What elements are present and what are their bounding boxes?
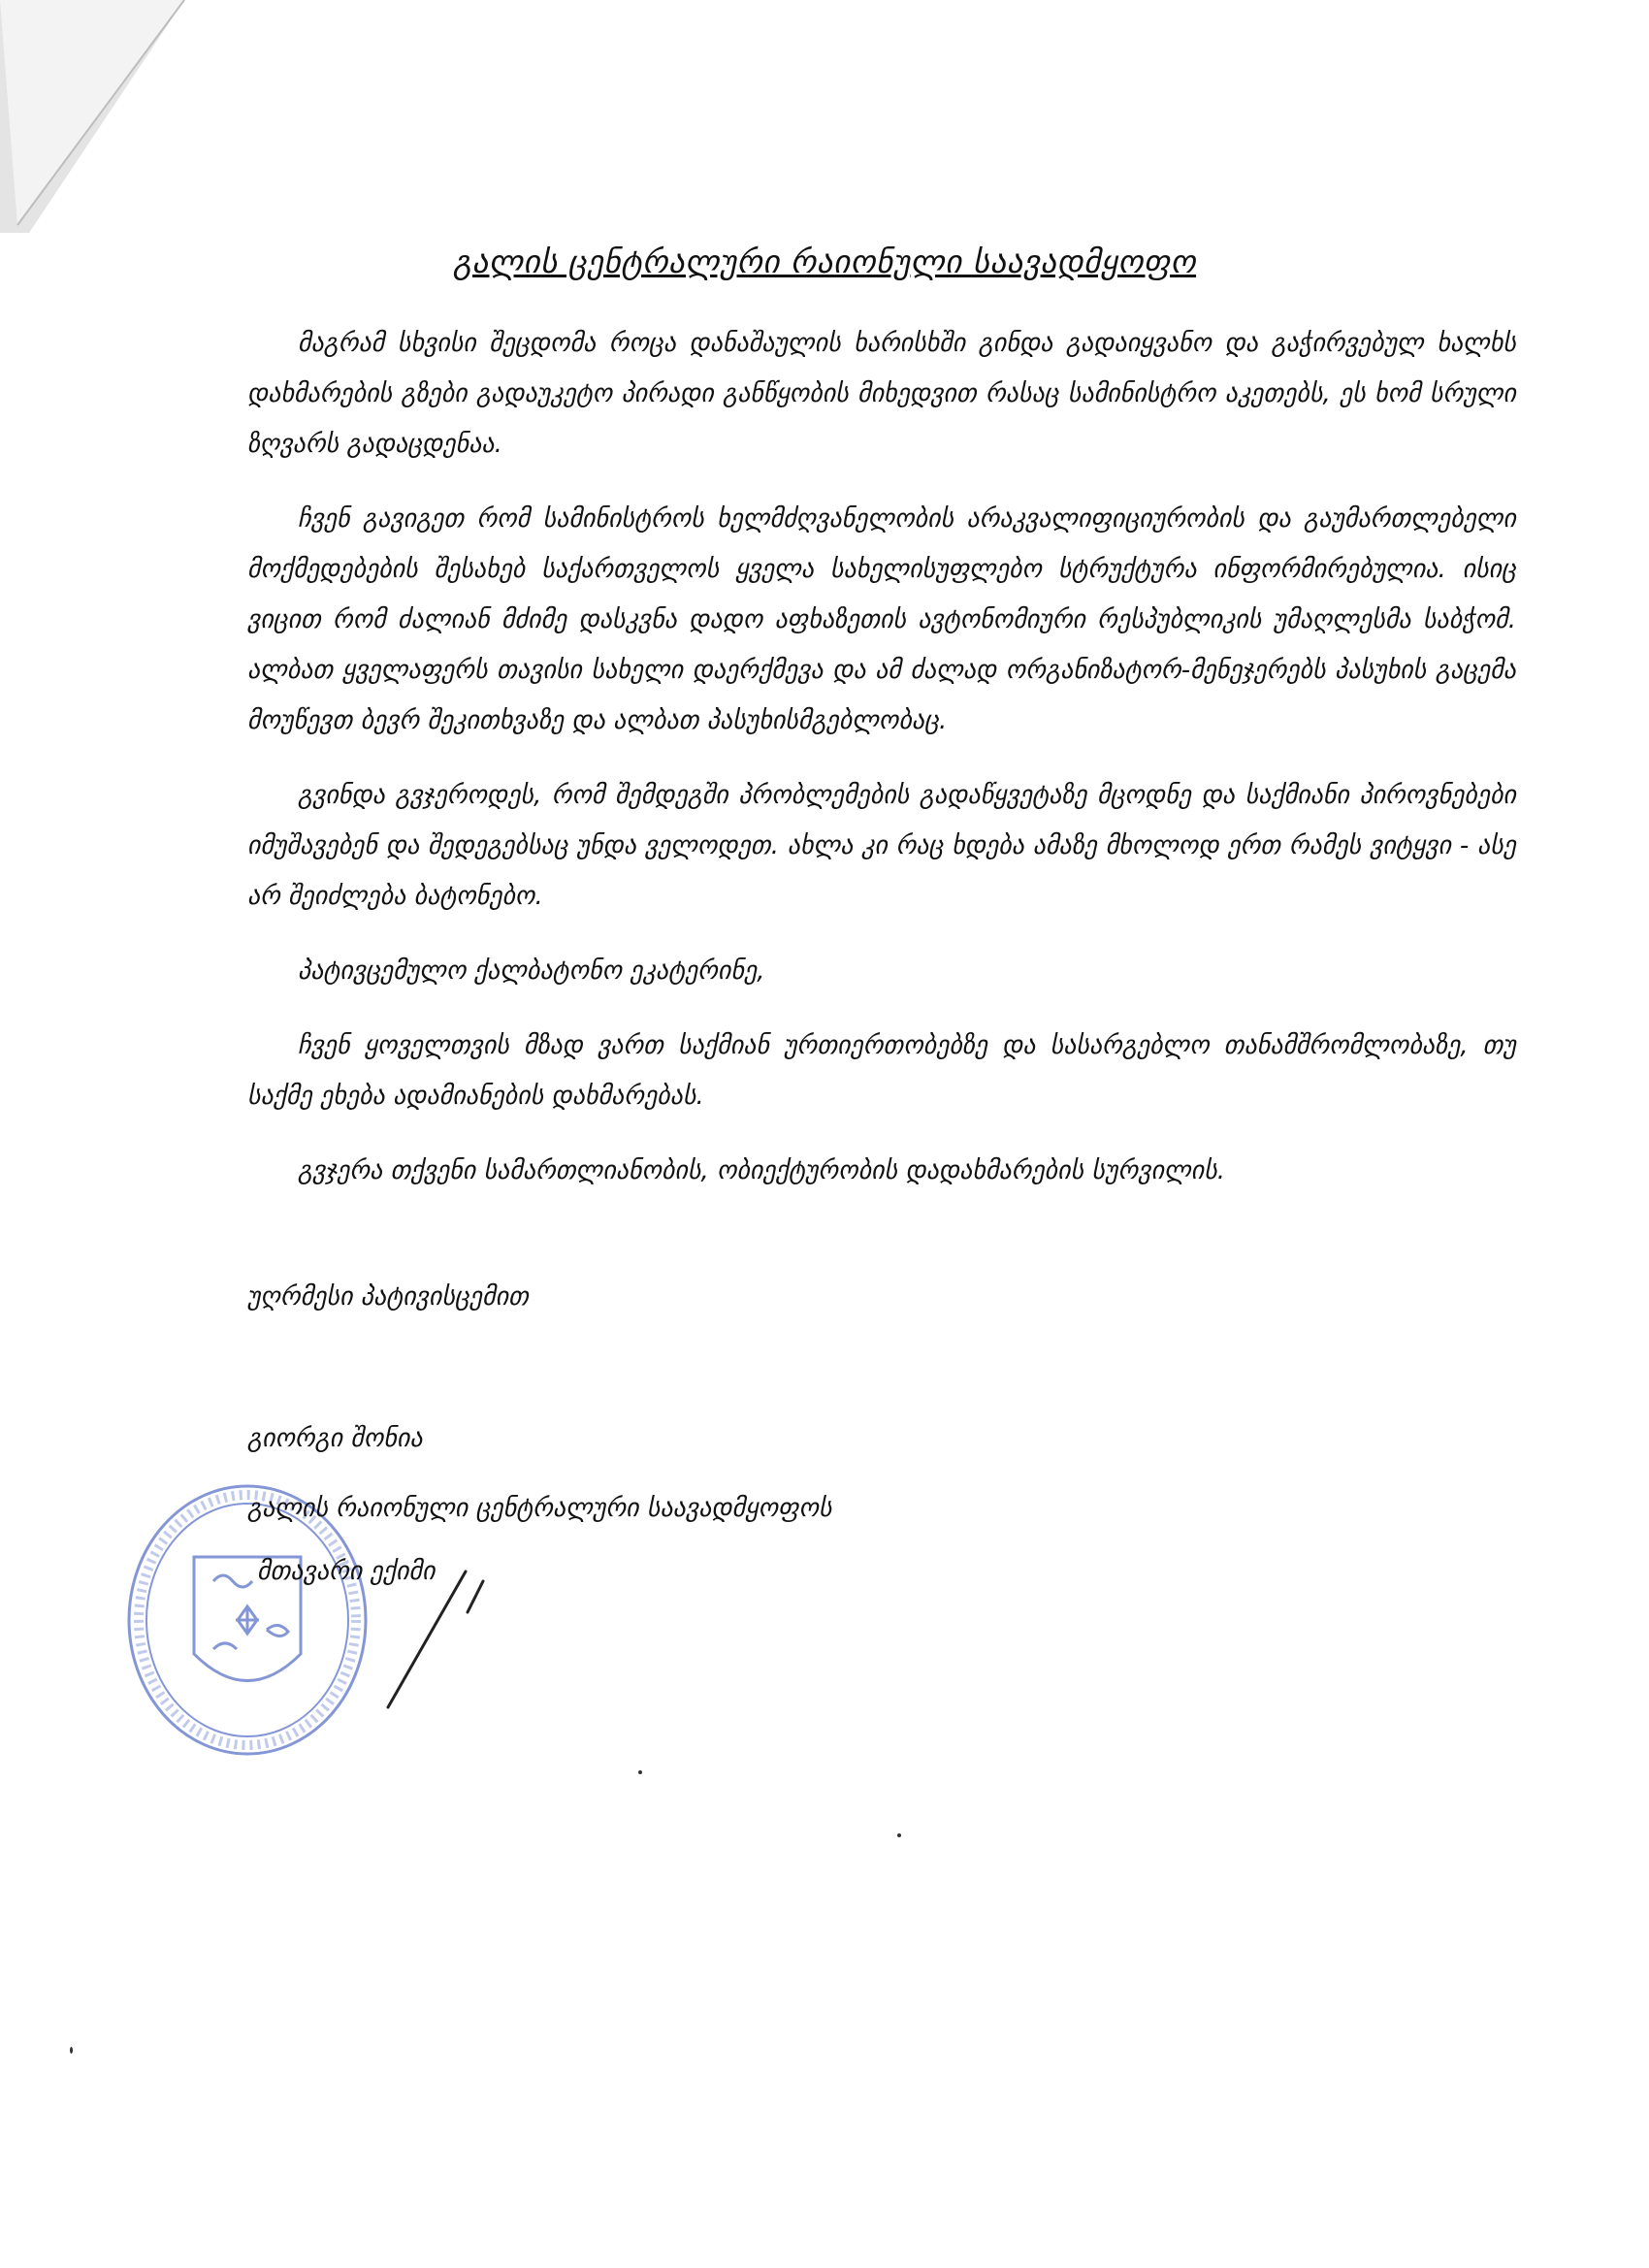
paragraph-2: ჩვენ გავიგეთ რომ სამინისტროს ხელმძღვანელობის არაკვალიფიციურობის და გაუმართლებელი მოქმედებების შესახებ საქართველოს ყველა სახელისუფლებო სტრუქტურა ინფორმირებულია. ისიც ვიცით რომ ძალიან მძიმე დასკვნა დადო აფხაზეთის ავტონომიური რესპუბლიკის უმაღლესმა საბჭომ. ალბათ ყველაფერს თავისი სახელი დაერქმევა და ამ ძალად ორგანიზატორ-მენეჯერებს პასუხის გაცემა მოუწევთ ბევრ შეკითხვაზე და ალბათ პასუხისმგებლობაც. xyxy=(247,504,1516,735)
paragraph-4: ჩვენ ყოველთვის მზად ვართ საქმიან ურთიერთობებზე და სასარგებლო თანამშრომლობაზე, თუ საქმე ეხება ადამიანების დახმარებას. xyxy=(247,1031,1516,1111)
signatory-name: გიორგი შონია xyxy=(247,1424,423,1453)
closing-line: უღრმესი პატივისცემით xyxy=(247,1282,529,1312)
salutation: პატივცემულო ქალბატონო ეკატერინე, xyxy=(298,956,765,986)
signatory-organization: გალის რაიონული ცენტრალური საავადმყოფოს xyxy=(247,1494,832,1523)
letter-body xyxy=(247,318,1516,1220)
speck xyxy=(897,1833,901,1837)
speck xyxy=(638,1770,642,1774)
paragraph-3: გვინდა გვჯეროდეს, რომ შემდეგში პრობლემების გადაწყვეტაზე მცოდნე და საქმიანი პიროვნებები იმუშავებენ და შედეგებსაც უნდა ველოდეთ. ახლა კი რაც ხდება ამაზე მხოლოდ ერთ რამეს ვიტყვი - ასე არ შეიძლება ბატონებო. xyxy=(247,781,1516,911)
handwritten-signature-icon xyxy=(369,1562,504,1717)
folded-corner-icon xyxy=(0,0,194,233)
paragraph-1: მაგრამ სხვისი შეცდომა როცა დანაშაულის ხარისხში გინდა გადაიყვანო და გაჭირვებულ ხალხს დახმარების გზები გადაუკეტო პირადი განწყობის მიხედვით რასაც სამინისტრო აკეთებს, ეს ხომ სრული ზღვარს გადაცდენაა. xyxy=(247,329,1516,459)
document-title: გალის ცენტრალური რაიონული საავადმყოფო xyxy=(452,243,1197,280)
signatory-position: მთავარი ექიმი xyxy=(257,1557,436,1586)
speck xyxy=(70,2047,73,2054)
paragraph-5: გვჯერა თქვენი სამართლიანობის, ობიექტურობის დადახმარების სურვილის. xyxy=(298,1156,1226,1185)
